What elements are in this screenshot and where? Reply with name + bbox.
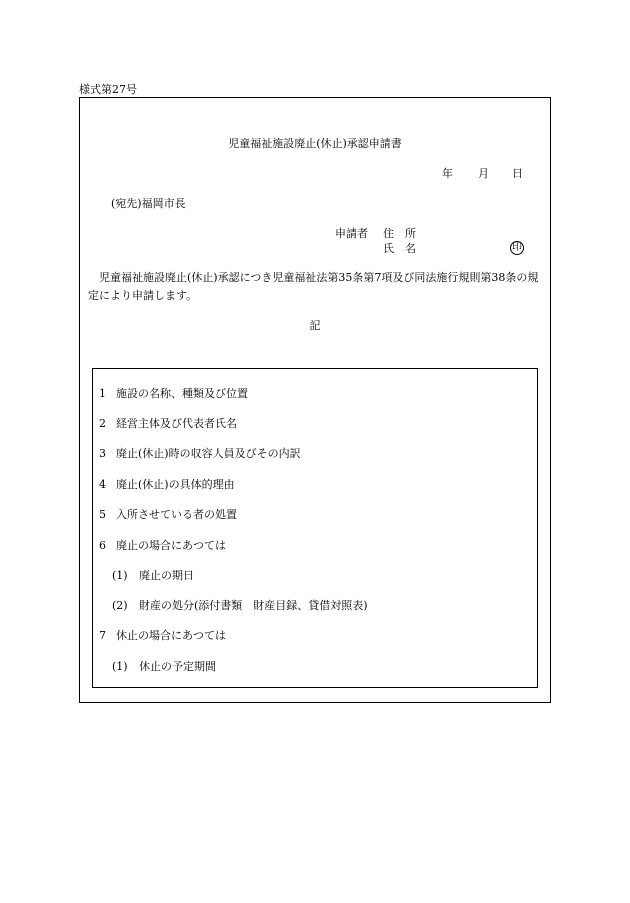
list-item (99, 506, 237, 522)
list-item (112, 567, 194, 583)
name-label: 氏 名 (383, 242, 416, 255)
address-label: 住 所 (383, 227, 416, 240)
item-number: 4 (99, 478, 106, 491)
item-number: 5 (99, 508, 106, 521)
form-number: 様式第27号 (79, 83, 137, 96)
date-year: 年 (442, 167, 453, 180)
date-day: 日 (512, 167, 523, 180)
list-item (99, 445, 301, 461)
list-item (99, 627, 226, 643)
list-item (99, 537, 226, 553)
item-number: (1) (112, 569, 128, 582)
item-number: (2) (112, 599, 128, 612)
list-item (99, 385, 248, 401)
item-number: 7 (99, 629, 106, 642)
item-number: 6 (99, 539, 106, 552)
item-text: 施設の名称、種類及び位置 (116, 387, 248, 400)
item-number: (1) (112, 660, 128, 673)
item-number: 2 (99, 417, 106, 430)
date-month: 月 (478, 167, 489, 180)
item-text: 廃止の期日 (139, 569, 194, 582)
applicant-label: 申請者 (335, 227, 368, 240)
list-item (99, 476, 235, 492)
item-text: 廃止(休止)時の収容人員及びその内訳 (116, 447, 301, 460)
ki-heading: 記 (309, 319, 321, 332)
item-text: 財産の処分(添付書類 財産目録、貸借対照表) (139, 599, 368, 612)
item-number: 3 (99, 447, 106, 460)
list-item (99, 415, 237, 431)
seal-mark: 印 (512, 242, 522, 253)
item-text: 廃止の場合にあつては (116, 539, 226, 552)
item-number: 1 (99, 387, 106, 400)
document-title: 児童福祉施設廃止(休止)承認申請書 (228, 137, 402, 150)
item-text: 入所させている者の処置 (116, 508, 237, 521)
list-item (112, 658, 216, 674)
application-statement: 児童福祉施設廃止(休止)承認につき児童福祉法第35条第7項及び同法施行規則第38条の規定により申請します。 (88, 271, 539, 302)
list-item (112, 597, 368, 613)
item-text: 廃止(休止)の具体的理由 (116, 478, 235, 491)
item-text: 経営主体及び代表者氏名 (116, 417, 237, 430)
item-text: 休止の予定期間 (139, 660, 216, 673)
item-text: 休止の場合にあつては (116, 629, 226, 642)
addressee: (宛先)福岡市長 (111, 197, 186, 210)
